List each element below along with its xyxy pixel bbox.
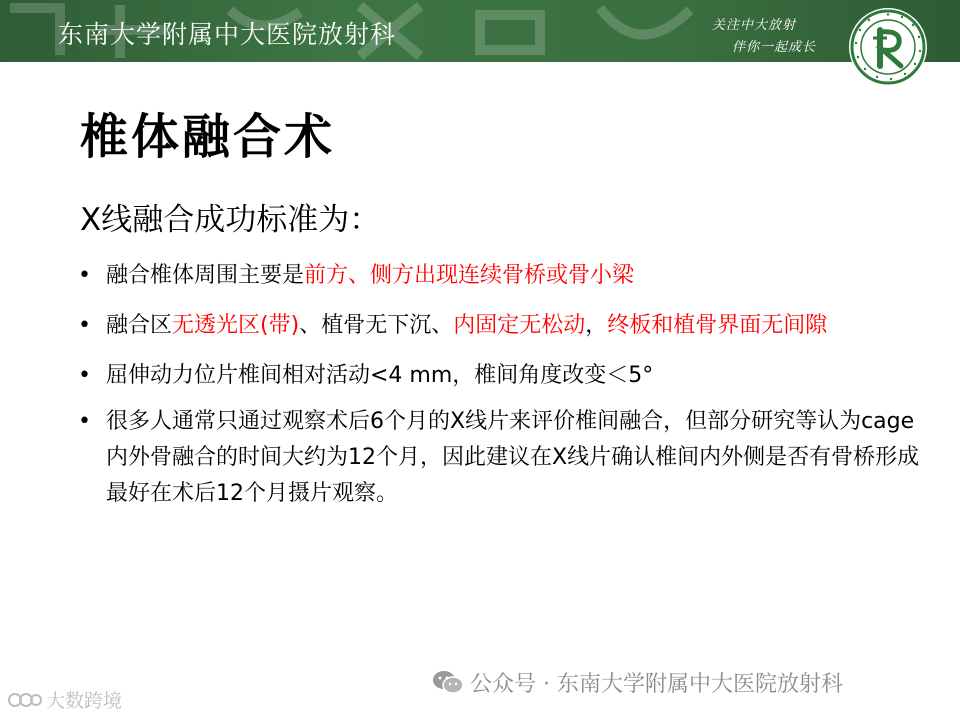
slogan-line-2: 伴你一起成长: [732, 40, 817, 55]
hospital-radiology-logo-icon: [847, 6, 929, 88]
header-title: 东南大学附属中大医院放射科: [58, 20, 397, 49]
brand-icon: [8, 689, 42, 711]
header-banner: [0, 0, 960, 62]
criteria-text: 屈伸动力位片椎间相对活动<4 mm，椎间角度改变＜5°: [106, 363, 654, 388]
criteria-text: 融合区: [106, 313, 173, 338]
wechat-watermark-text: 公众号 · 东南大学附属中大医院放射科: [470, 671, 843, 697]
criteria-text: 很多人通常只通过观察术后6个月的X线片来评价椎间融合，但部分研究等认为cage内外骨融合的时间大约为12个月，因此建议在X线片确认椎间内外侧是否有骨桥形成最好在术后12个月摄片观察。: [106, 409, 920, 506]
corner-watermark: [8, 686, 122, 713]
corner-watermark-text: 大数跨境: [46, 690, 123, 712]
criteria-text: 、植骨无下沉、: [299, 313, 454, 338]
wechat-watermark: [432, 667, 843, 697]
wechat-icon: [432, 669, 464, 695]
criteria-text: ，: [585, 313, 608, 338]
slide-title: 椎体融合术: [80, 109, 336, 165]
criteria-item: [78, 358, 928, 394]
criteria-item: [78, 308, 928, 344]
criteria-highlight: 终板和植骨界面无间隙: [607, 313, 828, 338]
slide-subtitle: X线融合成功标准为：: [80, 202, 381, 238]
criteria-highlight: 前方、侧方出现连续骨桥或骨小梁: [304, 263, 635, 288]
criteria-item: [78, 404, 928, 512]
slogan-line-1: 关注中大放射: [712, 18, 797, 33]
criteria-highlight: 无透光区(带): [172, 313, 300, 338]
criteria-highlight: 内固定无松动: [453, 313, 586, 338]
criteria-list: [78, 258, 928, 526]
criteria-item: [78, 258, 928, 294]
criteria-text: 融合椎体周围主要是: [106, 263, 305, 288]
